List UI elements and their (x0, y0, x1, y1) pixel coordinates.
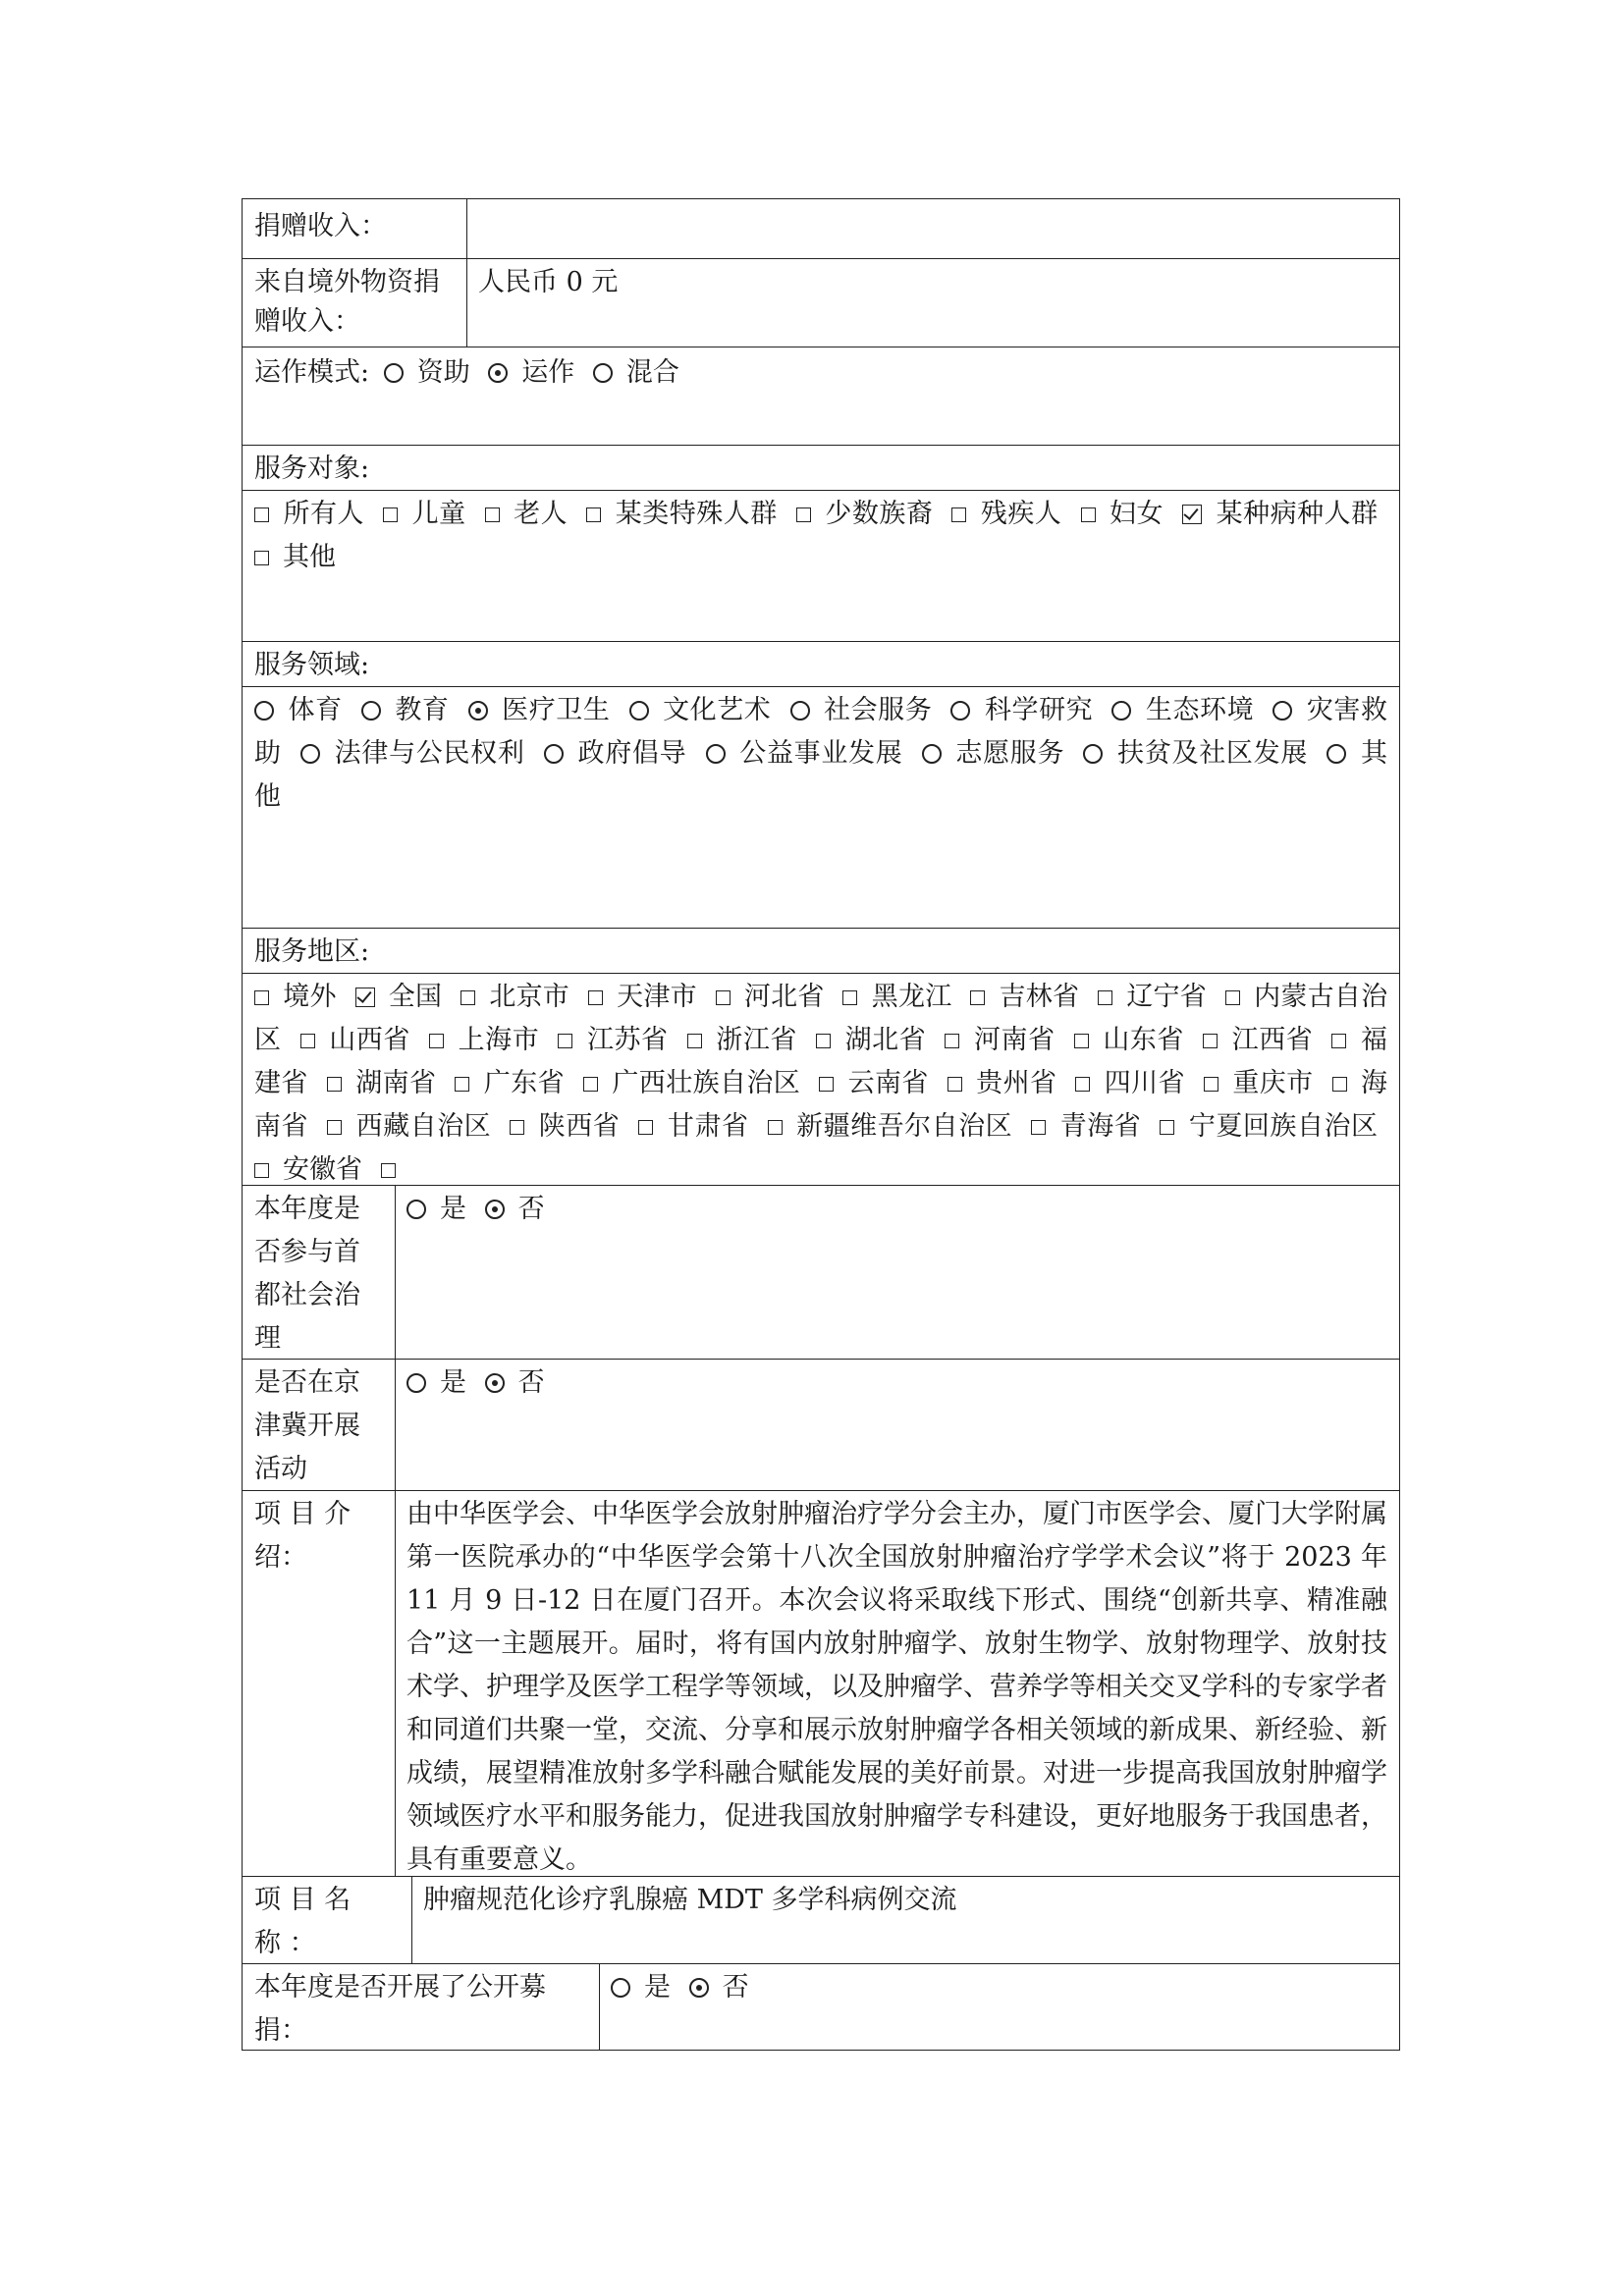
checkbox-unchecked-icon[interactable] (816, 1034, 831, 1048)
checkbox-unchecked-icon[interactable] (460, 990, 475, 1005)
service-regions-option-label: 湖南省 (354, 1068, 437, 1098)
capital-governance-row (242, 1185, 1400, 1359)
service-regions-option-label: 江西省 (1231, 1025, 1314, 1055)
service-targets-option-label: 少数族裔 (824, 499, 934, 529)
service-targets-option-label: 老人 (513, 499, 568, 529)
radio-checked-icon[interactable] (485, 1200, 505, 1219)
service-regions-option[interactable] (945, 1025, 1055, 1055)
service-regions-option[interactable] (254, 982, 337, 1012)
service-regions-option-label: 海南省 (254, 1068, 1387, 1142)
checkbox-checked-icon[interactable] (355, 988, 375, 1007)
checkbox-unchecked-icon[interactable] (327, 1077, 342, 1092)
service-regions-header (242, 928, 1400, 973)
service-targets-header (242, 445, 1400, 490)
radio-checked-icon[interactable] (485, 1373, 505, 1393)
public-fundraising-label: 本年度是否开展了公开募捐： (254, 1972, 546, 2046)
service-regions-option[interactable] (1098, 982, 1207, 1012)
service-fields-option-label: 公益事业发展 (738, 738, 903, 769)
service-fields-option-label: 教育 (394, 695, 450, 725)
service-regions-option-label: 上海市 (458, 1025, 540, 1055)
checkbox-unchecked-icon[interactable] (819, 1077, 834, 1092)
service-fields-options (254, 689, 1387, 819)
service-fields-option-label: 扶贫及社区发展 (1116, 738, 1309, 769)
service-regions-option[interactable] (327, 1068, 437, 1098)
service-targets-option[interactable] (383, 499, 466, 529)
service-fields-row (242, 686, 1400, 928)
service-regions-option[interactable] (327, 1111, 491, 1142)
radio-unchecked-icon[interactable] (922, 744, 942, 764)
service-regions-option-label: 陕西省 (538, 1111, 621, 1142)
service-regions-option[interactable] (254, 1154, 362, 1185)
service-regions-option-label: 四川省 (1104, 1068, 1185, 1098)
service-regions-option[interactable] (768, 1111, 1013, 1142)
service-targets-option[interactable] (254, 499, 364, 529)
service-targets-options (254, 493, 1387, 579)
checkbox-unchecked-icon[interactable] (558, 1034, 572, 1048)
service-fields-option[interactable] (300, 738, 525, 769)
service-regions-options (254, 976, 1387, 1192)
service-fields-option[interactable] (1083, 738, 1308, 769)
checkbox-unchecked-icon[interactable] (1160, 1120, 1174, 1135)
service-fields-label: 服务领域: (254, 650, 370, 680)
checkbox-checked-icon[interactable] (1182, 505, 1202, 524)
radio-checked-icon[interactable] (468, 701, 488, 721)
capital-governance-option-label: 否 (517, 1194, 545, 1224)
service-regions-option[interactable] (687, 1025, 797, 1055)
service-fields-option-label: 文化艺术 (662, 695, 772, 725)
service-fields-option[interactable] (706, 738, 903, 769)
service-regions-option[interactable] (455, 1068, 565, 1098)
checkbox-unchecked-icon[interactable] (842, 990, 857, 1005)
checkbox-unchecked-icon[interactable] (300, 1034, 315, 1048)
checkbox-unchecked-icon[interactable] (254, 990, 269, 1005)
service-targets-option[interactable] (1081, 499, 1164, 529)
donation-income-row (242, 198, 1400, 258)
checkbox-unchecked-icon[interactable] (1203, 1034, 1218, 1048)
public-fundraising-options (611, 1972, 759, 2002)
service-fields-option-label: 政府倡导 (576, 738, 687, 769)
service-regions-option[interactable] (816, 1025, 926, 1055)
service-regions-option[interactable] (970, 982, 1079, 1012)
service-regions-option-label: 黑龙江 (871, 982, 952, 1012)
radio-checked-icon[interactable] (689, 1978, 709, 1998)
project-name-label: 项 目 名 称 ： (254, 1885, 352, 1958)
radio-unchecked-icon[interactable] (1272, 701, 1292, 721)
checkbox-unchecked-icon[interactable] (254, 507, 269, 522)
radio-unchecked-icon[interactable] (1083, 744, 1103, 764)
service-regions-option[interactable] (429, 1025, 539, 1055)
service-targets-option[interactable] (796, 499, 933, 529)
service-targets-option[interactable] (485, 499, 568, 529)
service-regions-option[interactable] (381, 1154, 409, 1185)
overseas-donation-row (242, 258, 1400, 347)
checkbox-unchecked-icon[interactable] (947, 1077, 962, 1092)
project-intro-label: 项 目 介 绍： (254, 1499, 352, 1573)
checkbox-unchecked-icon[interactable] (638, 1120, 653, 1135)
service-regions-option-label: 青海省 (1059, 1111, 1142, 1142)
jjj-activity-label: 是否在京津冀开展活动 (254, 1367, 360, 1484)
service-regions-option[interactable] (583, 1068, 800, 1098)
service-regions-option-label: 山东省 (1102, 1025, 1184, 1055)
checkbox-unchecked-icon[interactable] (510, 1120, 524, 1135)
service-regions-option[interactable] (1031, 1111, 1141, 1142)
service-regions-option-label: 内蒙古自治区 (254, 982, 1388, 1055)
radio-unchecked-icon[interactable] (1326, 744, 1346, 764)
service-fields-option[interactable] (629, 695, 772, 725)
service-regions-option-label: 安徽省 (283, 1154, 362, 1185)
service-regions-row (242, 973, 1400, 1185)
service-fields-option-label: 体育 (288, 695, 343, 725)
service-regions-option-label: 山西省 (328, 1025, 410, 1055)
service-targets-option[interactable] (951, 499, 1061, 529)
project-name-row (242, 1876, 1400, 1963)
service-regions-option[interactable] (1203, 1025, 1313, 1055)
service-regions-option[interactable] (716, 982, 825, 1012)
checkbox-unchecked-icon[interactable] (583, 1077, 598, 1092)
operation-mode-options (384, 357, 689, 388)
service-targets-option[interactable] (254, 542, 336, 572)
checkbox-unchecked-icon[interactable] (1331, 1034, 1346, 1048)
service-regions-option[interactable] (355, 982, 443, 1012)
checkbox-unchecked-icon[interactable] (1075, 1077, 1090, 1092)
service-fields-option-label: 其他 (254, 738, 1388, 812)
radio-unchecked-icon[interactable] (254, 701, 274, 721)
service-regions-option-label: 浙江省 (715, 1025, 797, 1055)
checkbox-unchecked-icon[interactable] (1225, 990, 1240, 1005)
jjj-activity-option[interactable] (485, 1367, 545, 1398)
project-name-value: 肿瘤规范化诊疗乳腺癌 MDT 多学科病例交流 (423, 1885, 957, 1915)
jjj-activity-row (242, 1359, 1400, 1490)
service-fields-option[interactable] (468, 695, 611, 725)
checkbox-unchecked-icon[interactable] (1081, 507, 1096, 522)
checkbox-unchecked-icon[interactable] (254, 1163, 269, 1178)
service-regions-option[interactable] (947, 1068, 1057, 1098)
service-regions-option-label: 甘肃省 (667, 1111, 749, 1142)
service-fields-option[interactable] (361, 695, 450, 725)
service-targets-option-label: 儿童 (411, 499, 466, 529)
checkbox-unchecked-icon[interactable] (1332, 1077, 1347, 1092)
service-fields-option-label: 灾害救助 (254, 695, 1387, 769)
project-intro-row (242, 1490, 1400, 1876)
checkbox-unchecked-icon[interactable] (970, 990, 985, 1005)
service-regions-option-label: 河北省 (743, 982, 825, 1012)
service-regions-option-label: 天津市 (616, 982, 697, 1012)
checkbox-unchecked-icon[interactable] (687, 1034, 702, 1048)
jjj-activity-option-label: 是 (440, 1367, 466, 1398)
service-regions-option[interactable] (842, 982, 951, 1012)
service-regions-option-label: 广西壮族自治区 (611, 1068, 801, 1098)
service-regions-option[interactable] (1075, 1068, 1185, 1098)
public-fundraising-option[interactable] (689, 1972, 749, 2002)
service-regions-option-label: 新疆维吾尔自治区 (795, 1111, 1013, 1142)
operation-mode-label: 运作模式: (254, 357, 370, 388)
service-regions-option-label: 境外 (283, 982, 337, 1012)
public-fundraising-option[interactable] (611, 1972, 671, 2002)
service-regions-option[interactable] (1074, 1025, 1184, 1055)
service-targets-option-label: 妇女 (1109, 499, 1164, 529)
service-fields-option[interactable] (950, 695, 1093, 725)
capital-governance-option[interactable] (406, 1194, 466, 1224)
service-regions-option-label: 江苏省 (586, 1025, 669, 1055)
service-regions-option-label: 云南省 (847, 1068, 929, 1098)
service-regions-option-label: 贵州省 (975, 1068, 1057, 1098)
capital-governance-option-label: 是 (440, 1194, 466, 1224)
service-regions-option[interactable] (510, 1111, 620, 1142)
public-fundraising-row (242, 1963, 1400, 2051)
operation-mode-option-label: 资助 (416, 357, 470, 388)
service-targets-option[interactable] (1182, 499, 1378, 529)
service-fields-option[interactable] (790, 695, 933, 725)
radio-checked-icon[interactable] (488, 363, 508, 383)
radio-unchecked-icon[interactable] (611, 1978, 630, 1998)
service-fields-option-label: 法律与公民权利 (333, 738, 525, 769)
capital-governance-label: 本年度是否参与首都社会治理 (254, 1194, 360, 1354)
operation-mode-option-label: 运作 (521, 357, 575, 388)
service-regions-option-label: 福建省 (254, 1025, 1388, 1098)
service-targets-option-label: 某种病种人群 (1216, 499, 1379, 529)
service-fields-option-label: 科学研究 (984, 695, 1094, 725)
radio-unchecked-icon[interactable] (300, 744, 320, 764)
operation-mode-row (242, 347, 1400, 445)
service-targets-option-label: 所有人 (283, 499, 364, 529)
capital-governance-option[interactable] (485, 1194, 545, 1224)
checkbox-unchecked-icon[interactable] (1098, 990, 1112, 1005)
service-regions-option-label: 湖北省 (844, 1025, 927, 1055)
service-regions-option[interactable] (819, 1068, 929, 1098)
checkbox-unchecked-icon[interactable] (768, 1120, 783, 1135)
operation-mode-option[interactable] (593, 357, 679, 388)
service-fields-option-label: 社会服务 (823, 695, 933, 725)
service-regions-option-label: 北京市 (489, 982, 570, 1012)
checkbox-unchecked-icon[interactable] (945, 1034, 959, 1048)
service-regions-option-label: 辽宁省 (1126, 982, 1208, 1012)
service-regions-option-label: 吉林省 (999, 982, 1080, 1012)
checkbox-unchecked-icon[interactable] (796, 507, 811, 522)
service-fields-option-label: 医疗卫生 (501, 695, 611, 725)
service-fields-header (242, 641, 1400, 686)
radio-unchecked-icon[interactable] (790, 701, 810, 721)
service-fields-option[interactable] (544, 738, 686, 769)
radio-unchecked-icon[interactable] (384, 363, 404, 383)
service-targets-row (242, 490, 1400, 641)
radio-unchecked-icon[interactable] (1111, 701, 1131, 721)
radio-unchecked-icon[interactable] (950, 701, 970, 721)
checkbox-unchecked-icon[interactable] (1074, 1034, 1089, 1048)
overseas-donation-label: 来自境外物资捐赠收入： (254, 267, 440, 337)
checkbox-unchecked-icon[interactable] (381, 1163, 396, 1178)
service-regions-option[interactable] (1160, 1111, 1378, 1142)
radio-unchecked-icon[interactable] (706, 744, 726, 764)
checkbox-unchecked-icon[interactable] (383, 507, 398, 522)
service-targets-option[interactable] (586, 499, 777, 529)
service-regions-option[interactable] (588, 982, 697, 1012)
service-fields-option[interactable] (1111, 695, 1254, 725)
service-regions-option-label: 重庆市 (1231, 1068, 1314, 1098)
service-regions-option[interactable] (1204, 1068, 1314, 1098)
checkbox-unchecked-icon[interactable] (1031, 1120, 1046, 1135)
service-regions-option[interactable] (638, 1111, 748, 1142)
service-fields-option[interactable] (254, 695, 343, 725)
public-fundraising-option-label: 否 (722, 1972, 749, 2002)
checkbox-unchecked-icon[interactable] (327, 1120, 342, 1135)
checkbox-unchecked-icon[interactable] (588, 990, 603, 1005)
jjj-activity-options (406, 1367, 555, 1398)
radio-unchecked-icon[interactable] (406, 1373, 426, 1393)
service-regions-option-label: 广东省 (483, 1068, 565, 1098)
radio-unchecked-icon[interactable] (629, 701, 649, 721)
service-targets-label: 服务对象: (254, 454, 370, 484)
checkbox-unchecked-icon[interactable] (254, 551, 269, 565)
checkbox-unchecked-icon[interactable] (1204, 1077, 1218, 1092)
service-targets-option-label: 某类特殊人群 (615, 499, 778, 529)
service-regions-label: 服务地区: (254, 936, 370, 967)
checkbox-unchecked-icon[interactable] (429, 1034, 444, 1048)
service-regions-option[interactable] (558, 1025, 668, 1055)
radio-unchecked-icon[interactable] (361, 701, 381, 721)
checkbox-unchecked-icon[interactable] (951, 507, 966, 522)
service-regions-option-label: 西藏自治区 (355, 1111, 492, 1142)
service-regions-option[interactable] (460, 982, 569, 1012)
radio-unchecked-icon[interactable] (406, 1200, 426, 1219)
service-regions-option-label: 全国 (388, 982, 443, 1012)
operation-mode-option-label: 混合 (625, 357, 679, 388)
checkbox-unchecked-icon[interactable] (586, 507, 601, 522)
capital-governance-options (406, 1194, 555, 1224)
radio-unchecked-icon[interactable] (544, 744, 564, 764)
radio-unchecked-icon[interactable] (593, 363, 613, 383)
service-targets-option-label: 其他 (283, 542, 336, 572)
report-table (242, 198, 1400, 2051)
checkbox-unchecked-icon[interactable] (485, 507, 500, 522)
service-regions-option-label: 河南省 (973, 1025, 1056, 1055)
jjj-activity-option[interactable] (406, 1367, 466, 1398)
public-fundraising-option-label: 是 (644, 1972, 671, 2002)
service-targets-option-label: 残疾人 (980, 499, 1062, 529)
operation-mode-option[interactable] (384, 357, 470, 388)
operation-mode-option[interactable] (488, 357, 574, 388)
jjj-activity-option-label: 否 (517, 1367, 545, 1398)
donation-income-value (466, 199, 1399, 258)
overseas-donation-value: 人民币 0 元 (478, 267, 619, 297)
service-regions-option[interactable] (300, 1025, 410, 1055)
checkbox-unchecked-icon[interactable] (716, 990, 731, 1005)
checkbox-unchecked-icon[interactable] (455, 1077, 469, 1092)
service-fields-option[interactable] (922, 738, 1064, 769)
service-fields-option-label: 志愿服务 (954, 738, 1065, 769)
service-fields-option-label: 生态环境 (1145, 695, 1255, 725)
donation-income-label: 捐赠收入： (254, 211, 387, 241)
project-intro-text: 由中华医学会、中华医学会放射肿瘤治疗学分会主办，厦门市医学会、厦门大学附属第一医院承办的“中华医学会第十八次全国放射肿瘤治疗学学术会议”将于 2023 年 11 月 9 日-12 日在厦门召开。本次会议将采取线下形式、围绕“创新共享、精准融合”这一主题展开。届时，将有国内放射肿瘤学、放射生物学、放射物理学、放射技术学、护理学及医学工程学等领域，以及肿瘤学、营养学等相关交叉学科的专家学者和同道们共聚一堂，交流、分享和展示放射肿瘤学各相关领域的新成果、新经验、新成绩，展望精准放射多学科融合赋能发展的美好前景。对进一步提高我国放射肿瘤学领域医疗水平和服务能力，促进我国放射肿瘤学专科建设，更好地服务于我国患者，具有重要意义。 (406, 1499, 1387, 1875)
service-regions-option-label: 宁夏回族自治区 (1188, 1111, 1378, 1142)
